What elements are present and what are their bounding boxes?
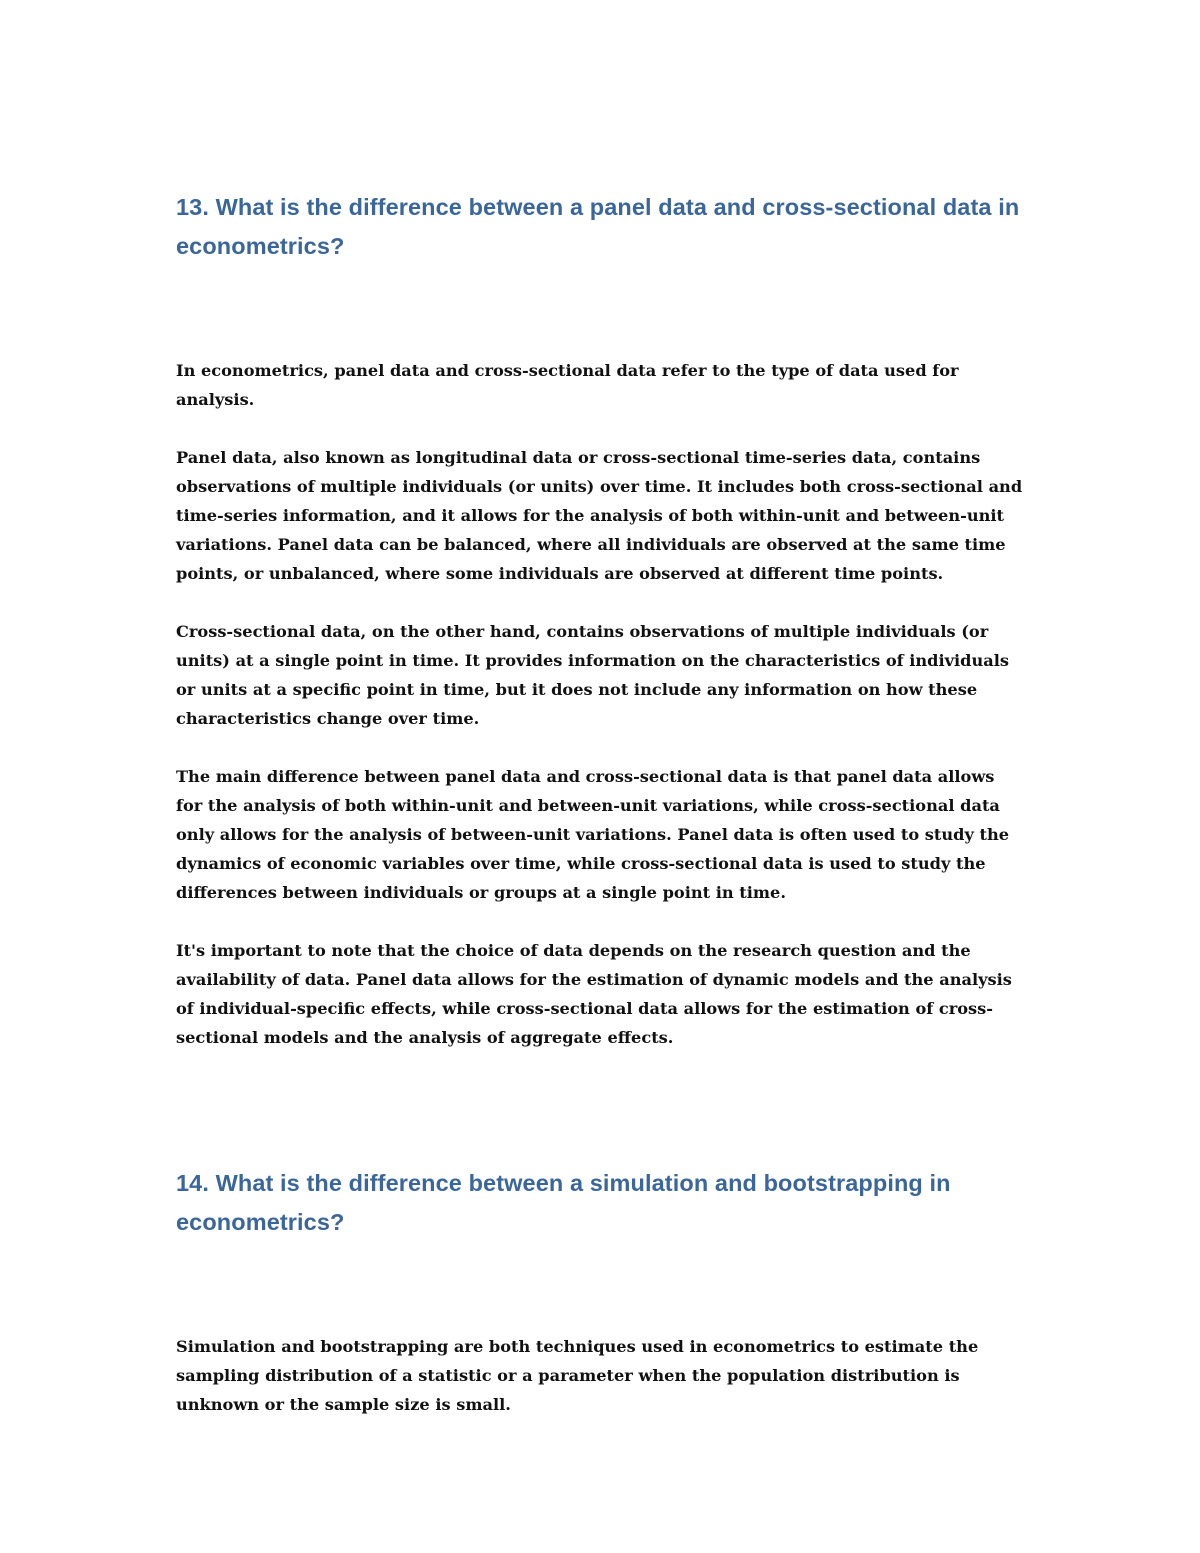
question-13-heading: 13. What is the difference between a panel data and cross-sectional data in econometrics? [176, 194, 1020, 259]
q13-paragraph-main-difference: The main difference between panel data and cross-sectional data is that panel data allows for the analysis of both within-unit and between-unit variations, while cross-sectional data only allows for the analysis of between-unit variations. Panel data is often used to study the dynamics of economic variables over time, while cross-sectional data is used to study the differences between individuals or groups at a single point in time. [176, 767, 1010, 902]
spacer [176, 1242, 1026, 1332]
q13-paragraph-panel-data: Panel data, also known as longitudinal data or cross-sectional time-series data, contains observations of multiple individuals (or units) over time. It includes both cross-sectional and time-series information, and it allows for the analysis of both within-unit and between-unit variations. Panel data can be balanced, where all individuals are observed at the same time points, or unbalanced, where some individuals are observed at different time points. [176, 448, 1023, 583]
q13-paragraph-cross-sectional: Cross-sectional data, on the other hand, contains observations of multiple individuals (or units) at a single point in time. It provides information on the characteristics of individuals or units at a specific point in time, but it does not include any information on how these characteristics change over time. [176, 622, 1010, 728]
q13-paragraph-intro: In econometrics, panel data and cross-sectional data refer to the type of data used for analysis. [176, 361, 959, 409]
document-content [176, 188, 1026, 1448]
question-14-heading: 14. What is the difference between a simulation and bootstrapping in econometrics? [176, 1170, 951, 1235]
spacer [176, 266, 1026, 356]
spacer [176, 1081, 1026, 1164]
q13-paragraph-note: It's important to note that the choice of data depends on the research question and the availability of data. Panel data allows for the estimation of dynamic models and the analysis of individual-specific effects, while cross-sectional data allows for the estimation of cross-sectional models and the analysis of aggregate effects. [176, 941, 1012, 1047]
q14-paragraph-intro: Simulation and bootstrapping are both techniques used in econometrics to estimate the sampling distribution of a statistic or a parameter when the population distribution is unknown or the sample size is small. [176, 1337, 979, 1414]
